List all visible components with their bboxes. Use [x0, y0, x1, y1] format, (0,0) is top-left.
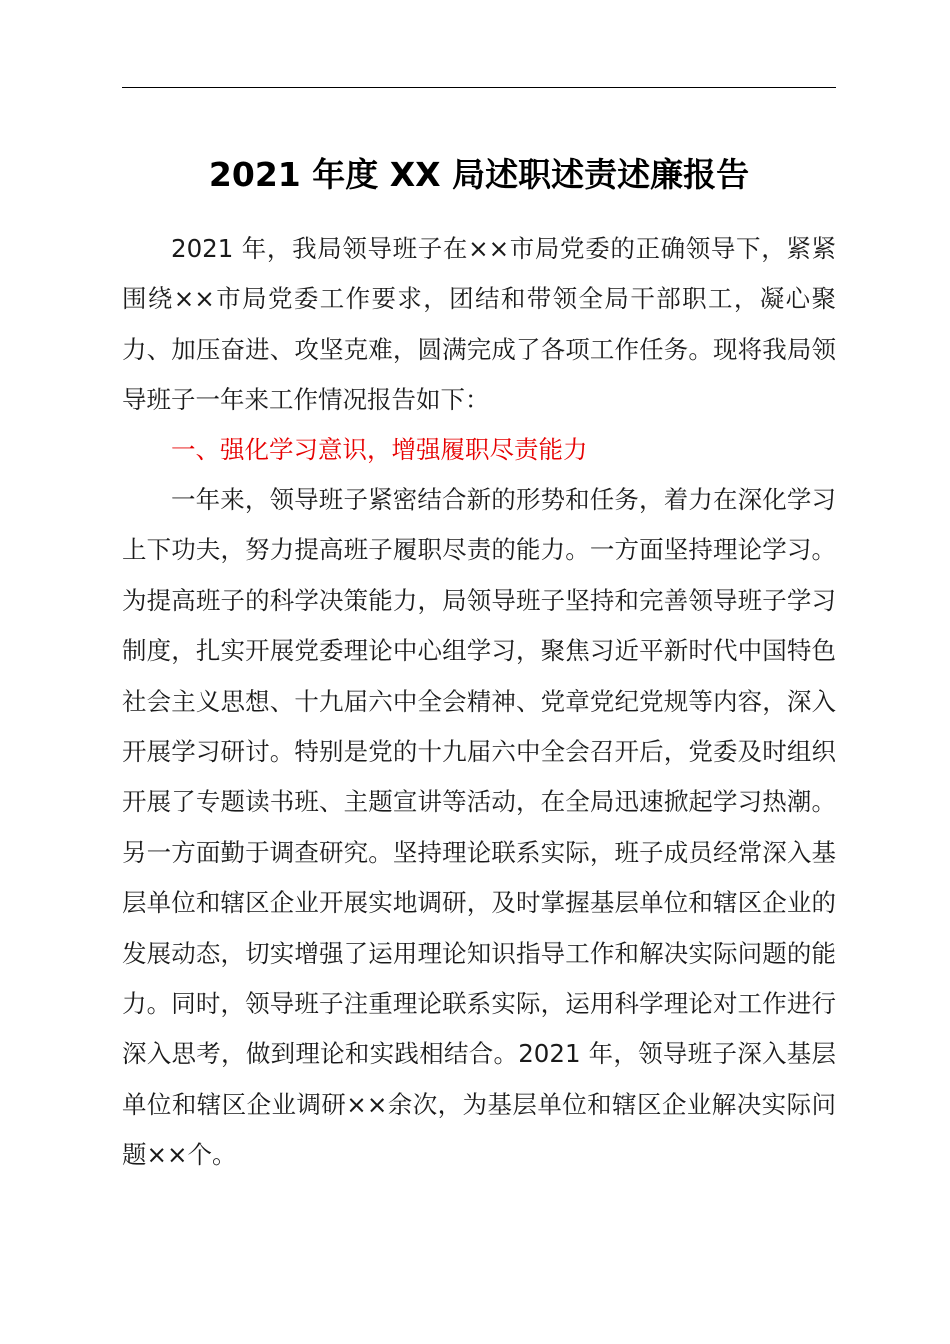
- intro-paragraph: 2021 年，我局领导班子在××市局党委的正确领导下，紧紧围绕××市局党委工作要求，团结和带领全局干部职工，凝心聚力、加压奋进、攻坚克难，圆满完成了各项工作任务。现将我局领导班子一年来工作情况报告如下：: [122, 234, 836, 415]
- section-1-heading: 一、强化学习意识，增强履职尽责能力: [171, 435, 588, 464]
- section-1-body: 一年来，领导班子紧密结合新的形势和任务，着力在深化学习上下功夫，努力提高班子履职尽责的能力。一方面坚持理论学习。为提高班子的科学决策能力，局领导班子坚持和完善领导班子学习制度，扎实开展党委理论中心组学习，聚焦习近平新时代中国特色社会主义思想、十九届六中全会精神、党章党纪党规等内容，深入开展学习研讨。特别是党的十九届六中全会召开后，党委及时组织开展了专题读书班、主题宣讲等活动，在全局迅速掀起学习热潮。另一方面勤于调查研究。坚持理论联系实际，班子成员经常深入基层单位和辖区企业开展实地调研，及时掌握基层单位和辖区企业的发展动态，切实增强了运用理论知识指导工作和解决实际问题的能力。同时，领导班子注重理论联系实际，运用科学理论对工作进行深入思考，做到理论和实践相结合。2021 年，领导班子深入基层单位和辖区企业调研××余次，为基层单位和辖区企业解决实际问题××个。: [122, 485, 836, 1170]
- document-title: 2021 年度 XX 局述职述责述廉报告: [208, 155, 750, 194]
- header-rule: [122, 87, 836, 88]
